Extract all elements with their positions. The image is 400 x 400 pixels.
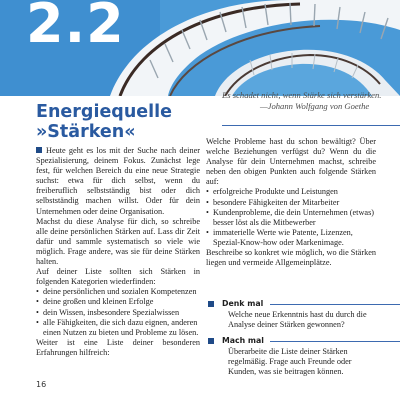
list-item: • deine großen und kleinen Erfolge <box>36 297 200 307</box>
company-strengths-list <box>206 187 376 248</box>
square-bullet-icon <box>36 147 42 153</box>
left-paragraph-2: Machst du diese Analyse für dich, so schreibe alle deine persönlichen Stärken auf. Lass dir Zeit dafür und sammle systematisch so viele wie möglich. Frage andere, was sie für deine Stärken halten. <box>36 216 200 267</box>
quote-divider <box>222 125 400 126</box>
list-item: • deine persönlichen und sozialen Kompetenzen <box>36 287 200 297</box>
quote-author: —Johann Wolfgang von Goethe <box>260 101 370 111</box>
list-item: • Kundenprobleme, die dein Unternehmen (etwas) besser löst als die Mitbewerber <box>206 208 376 228</box>
left-intro-text: Heute geht es los mit der Suche nach deiner Spezialisierung, deinem Fokus. Zunächst lege fest, für welchen Bereich du eine neue Strategie suchst: etwa für dich selbst, wenn du freiberuflich selbstständig bist oder dich selbstständig machen willst. Oder für dein Unternehmen oder deine Organisation. <box>36 146 200 216</box>
do-note-label: Mach mal <box>222 336 264 345</box>
think-note-label: Denk mal <box>222 299 264 308</box>
right-column <box>206 137 376 268</box>
note-divider <box>270 304 400 305</box>
right-closing-paragraph: Beschreibe so konkret wie möglich, wo die Stärken liegen und vermeide Allgemeinplätze. <box>206 248 376 268</box>
list-item: • besondere Fähigkeiten der Mitarbeiter <box>206 198 376 208</box>
note-divider <box>270 341 400 342</box>
list-item: • dein Wissen, insbesondere Spezialwissen <box>36 308 200 318</box>
left-closing-paragraph: Weiter ist eine Liste deiner besonderen Erfahrungen hilfreich: <box>36 337 200 357</box>
right-intro-paragraph: Welche Probleme hast du schon bewältigt? Über welche Beziehungen verfügst du? Wenn du die Analyse für dein Unternehmen machst, schreibe neben den obigen Punkten auch folgende Stärken auf: <box>206 137 376 187</box>
quote-text: Es schadet nicht, wenn Stärke sich verstärken. <box>222 90 382 100</box>
section-title <box>36 102 206 142</box>
list-item: • alle Fähigkeiten, die sich dazu eignen, anderen einen Nutzen zu bieten und Probleme zu lösen. <box>36 318 200 338</box>
section-title-line-2: »Stärken« <box>36 122 136 142</box>
chapter-number: 2.2 <box>26 0 125 55</box>
think-note-text: Welche neue Erkenntnis hast du durch die Analyse deiner Stärken gewonnen? <box>228 310 367 330</box>
left-list-intro: Auf deiner Liste sollten sich Stärken in folgenden Kategorien wiederfinden: <box>36 267 200 287</box>
epigraph-quote <box>222 90 398 112</box>
list-item: • immaterielle Werte wie Patente, Lizenzen, Spezial-Know-how oder Markenimage. <box>206 228 376 248</box>
page-number: 16 <box>36 380 47 389</box>
section-title-line-1: Energiequelle <box>36 102 173 122</box>
strength-categories-list <box>36 287 200 337</box>
left-intro-paragraph <box>36 146 200 217</box>
square-bullet-icon <box>208 301 214 307</box>
list-item: • erfolgreiche Produkte und Leistungen <box>206 187 376 197</box>
square-bullet-icon <box>208 338 214 344</box>
think-note-header <box>206 298 400 310</box>
do-note-box <box>206 335 400 377</box>
do-note-header <box>206 335 400 347</box>
staircase-photo <box>0 0 400 96</box>
left-column <box>36 146 200 358</box>
think-note-box <box>206 298 400 330</box>
do-note-text: Überarbeite die Liste deiner Stärken regelmäßig. Frage auch Freunde oder Kunden, was sie beitragen können. <box>228 347 352 377</box>
